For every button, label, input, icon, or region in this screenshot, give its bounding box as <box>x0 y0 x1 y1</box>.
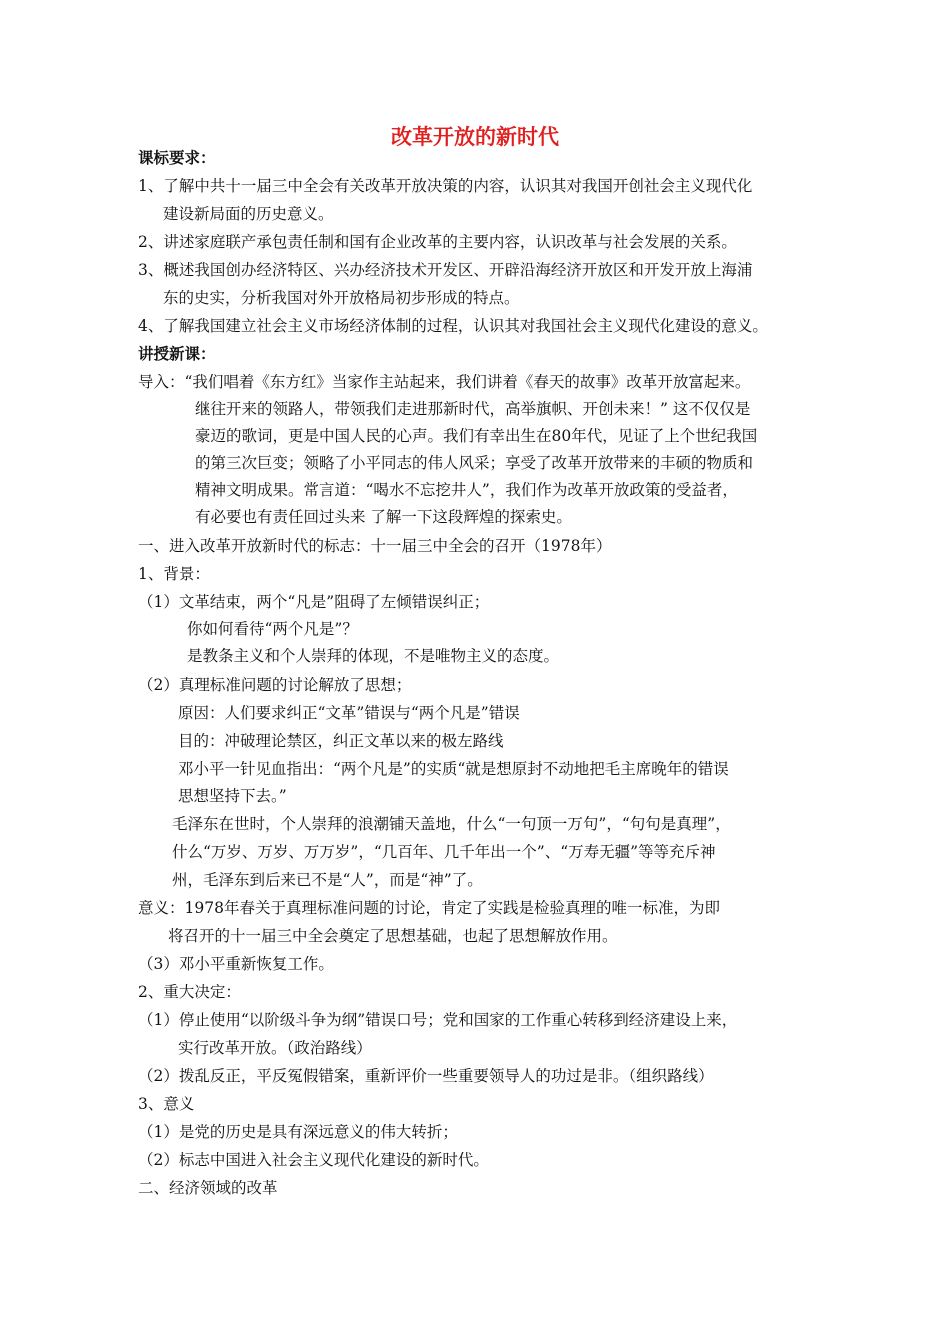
text-line: 3、概述我国创办经济特区、兴办经济技术开发区、开辟沿海经济开放区和开发开放上海浦 <box>138 261 753 279</box>
text-line: 豪迈的歌词，更是中国人民的心声。我们有幸出生在80年代，见证了上个世纪我国 <box>195 427 758 445</box>
text-line: （2）真理标准问题的讨论解放了思想； <box>138 676 412 694</box>
text-line: 有必要也有责任回过头来 了解一下这段辉煌的探索史。 <box>195 508 572 526</box>
text-line: 毛泽东在世时，个人崇拜的浪潮铺天盖地，什么“一句顶一万句”，“句句是真理”， <box>172 815 731 833</box>
text-line: 导入：“我们唱着《东方红》当家作主站起来，我们讲着《春天的故事》改革开放富起来。 <box>138 373 751 391</box>
text-line: 你如何看待“两个凡是”？ <box>187 620 358 638</box>
text-line: 是教条主义和个人崇拜的体现，不是唯物主义的态度。 <box>187 647 560 665</box>
text-line: 二、经济领域的改革 <box>138 1179 278 1197</box>
text-line: （3）邓小平重新恢复工作。 <box>138 955 334 973</box>
text-line: 1、了解中共十一届三中全会有关改革开放决策的内容，认识其对我国开创社会主义现代化 <box>138 177 753 195</box>
section-heading: 课标要求： <box>138 149 216 167</box>
text-line: 实行改革开放。（政治路线） <box>178 1039 372 1057</box>
text-line: 原因：人们要求纠正“文革”错误与“两个凡是”错误 <box>178 704 520 722</box>
text-line: 一、进入改革开放新时代的标志：十一届三中全会的召开（1978年） <box>138 537 612 555</box>
text-line: 4、了解我国建立社会主义市场经济体制的过程，认识其对我国社会主义现代化建设的意义。 <box>138 317 768 335</box>
text-line: 继往开来的领路人，带领我们走进那新时代，高举旗帜、开创未来！” 这不仅仅是 <box>195 400 751 418</box>
text-line: （1）停止使用“以阶级斗争为纲”错误口号；党和国家的工作重心转移到经济建设上来， <box>138 1011 738 1029</box>
text-line: 3、意义 <box>138 1095 195 1113</box>
text-line: 2、重大决定： <box>138 983 241 1001</box>
text-line: 的第三次巨变；领略了小平同志的伟人风采；享受了改革开放带来的丰硕的物质和 <box>195 454 754 472</box>
document-title: 改革开放的新时代 <box>391 125 559 149</box>
text-line: 邓小平一针见血指出：“两个凡是”的实质“就是想原封不动地把毛主席晚年的错误 <box>178 760 729 778</box>
text-line: 意义：1978年春关于真理标准问题的讨论，肯定了实践是检验真理的唯一标准，为即 <box>138 899 720 917</box>
text-line: 目的：冲破理论禁区，纠正文革以来的极左路线 <box>178 732 504 750</box>
text-line: （1）文革结束，两个“凡是”阻碍了左倾错误纠正； <box>138 593 490 611</box>
text-line: （1）是党的历史是具有深远意义的伟大转折； <box>138 1123 458 1141</box>
text-line: 州，毛泽东到后来已不是“人”，而是“神”了。 <box>172 871 483 889</box>
text-line: 什么“万岁、万岁、万万岁”，“几百年、几千年出一个”、“万寿无疆”等等充斥神 <box>172 843 716 861</box>
text-line: （2）标志中国进入社会主义现代化建设的新时代。 <box>138 1151 489 1169</box>
text-line: 建设新局面的历史意义。 <box>163 205 334 223</box>
text-line: 1、背景： <box>138 565 210 583</box>
text-line: 思想坚持下去。” <box>178 787 287 805</box>
section-heading: 讲授新课： <box>138 345 216 363</box>
text-line: 将召开的十一届三中全会奠定了思想基础，也起了思想解放作用。 <box>168 927 618 945</box>
text-line: （2）拨乱反正，平反冤假错案，重新评价一些重要领导人的功过是非。（组织路线） <box>138 1067 714 1085</box>
text-line: 东的史实，分析我国对外开放格局初步形成的特点。 <box>163 289 520 307</box>
text-line: 精神文明成果。常言道：“喝水不忘挖井人”，我们作为改革开放政策的受益者， <box>195 481 738 499</box>
text-line: 2、讲述家庭联产承包责任制和国有企业改革的主要内容，认识改革与社会发展的关系。 <box>138 233 737 251</box>
